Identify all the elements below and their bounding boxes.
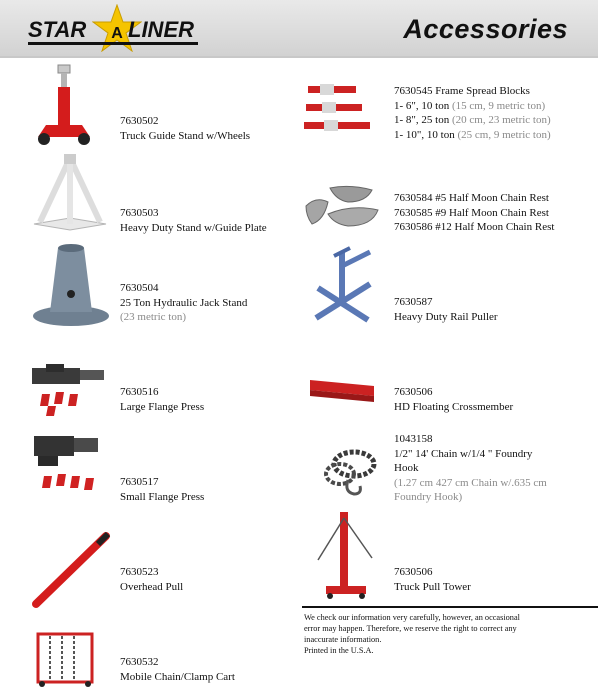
printed-in: Printed in the U.S.A. — [304, 646, 374, 655]
item-name: HD Floating Crossmember — [394, 400, 514, 413]
item-7630506-crossmember — [394, 385, 513, 414]
item-1043158 — [394, 432, 547, 505]
item-code: 7630504 — [120, 282, 159, 294]
frame-spread-blocks-text — [394, 84, 551, 142]
item-name: Truck Guide Stand w/Wheels — [120, 129, 251, 142]
item-name: Mobile Chain/Clamp Cart — [120, 670, 235, 683]
overhead-pull-image — [28, 520, 112, 610]
chain-clamp-cart-image — [34, 630, 96, 688]
item-code: 7630502 — [120, 115, 159, 127]
logo-text-left: STAR — [28, 17, 87, 42]
hydraulic-jack-stand-image — [30, 240, 112, 328]
item-code: 7630587 — [394, 296, 433, 308]
item-7630516 — [120, 385, 204, 414]
truck-guide-stand-image — [34, 63, 96, 147]
frame-spread-blocks-image — [300, 78, 378, 140]
item-7630506-tower — [394, 565, 471, 594]
item-code: 7630516 — [120, 386, 159, 398]
item-name-line1: 1/2" 14' Chain w/1/4 " Foundry — [394, 447, 533, 460]
disclaimer-line-2: error may happen. Therefore, we reserve the right to correct any — [304, 624, 517, 633]
page-title: Accessories — [403, 14, 568, 44]
item-metric-line1: (1.27 cm 427 cm Chain w/.635 cm — [394, 476, 547, 489]
footer-divider — [302, 606, 598, 608]
item-7630503 — [120, 206, 267, 235]
item-title: 7630545 Frame Spread Blocks — [394, 85, 530, 97]
chain-rest-5: 7630584 #5 Half Moon Chain Rest — [394, 192, 549, 204]
item-7630517 — [120, 475, 204, 504]
item-name: Heavy Duty Stand w/Guide Plate — [120, 221, 267, 234]
disclaimer — [304, 612, 594, 656]
spread-size: 1- 6", 10 ton — [394, 99, 450, 112]
item-name-line2: Hook — [394, 462, 419, 474]
starliner-logo — [28, 4, 204, 52]
logo-text-right: LINER — [128, 17, 194, 42]
spread-line-1 — [394, 99, 551, 114]
spread-line-2 — [394, 113, 551, 128]
item-code: 7630523 — [120, 566, 159, 578]
item-name: 25 Ton Hydraulic Jack Stand — [120, 296, 248, 309]
item-name: Truck Pull Tower — [394, 580, 471, 593]
item-name: Heavy Duty Rail Puller — [394, 310, 498, 323]
item-code: 7630506 — [394, 566, 433, 578]
chain-hook-image — [314, 444, 384, 500]
spread-line-3 — [394, 128, 551, 143]
item-name: Overhead Pull — [120, 580, 184, 593]
item-name: Large Flange Press — [120, 400, 205, 413]
heavy-duty-stand-image — [30, 152, 110, 232]
rail-puller-image — [308, 244, 378, 324]
disclaimer-line-3: inaccurate information. — [304, 635, 382, 644]
half-moon-chain-rest-image — [302, 180, 384, 236]
chain-rests-text — [394, 191, 554, 235]
item-code: 7630503 — [120, 207, 159, 219]
spread-metric: (20 cm, 23 metric ton) — [451, 114, 551, 126]
item-7630532 — [120, 655, 235, 684]
page-header — [0, 0, 598, 58]
item-code: 1043158 — [394, 433, 433, 445]
svg-text:A: A — [111, 25, 123, 42]
item-7630523 — [120, 565, 183, 594]
crossmember-image — [304, 372, 380, 408]
spread-metric: (15 cm, 9 metric ton) — [451, 99, 546, 112]
disclaimer-line-1: We check our information very carefully, however, an occasional — [304, 613, 520, 622]
large-flange-press-image — [28, 360, 108, 418]
logo-underline — [28, 42, 198, 45]
chain-rest-12: 7630586 #12 Half Moon Chain Rest — [394, 221, 555, 233]
item-name: Small Flange Press — [120, 490, 205, 503]
item-code: 7630517 — [120, 476, 159, 488]
item-code: 7630532 — [120, 656, 159, 668]
item-7630504 — [120, 281, 247, 325]
truck-pull-tower-image — [312, 508, 378, 600]
spread-size: 1- 8", 25 ton — [394, 114, 450, 126]
item-metric: (23 metric ton) — [120, 311, 186, 323]
small-flange-press-image — [28, 428, 108, 500]
item-code: 7630506 — [394, 386, 433, 398]
chain-rest-9: 7630585 #9 Half Moon Chain Rest — [394, 206, 549, 219]
spread-size: 1- 10", 10 ton — [394, 128, 455, 141]
item-7630502 — [120, 114, 250, 143]
spread-metric: (25 cm, 9 metric ton) — [457, 128, 551, 141]
item-metric-line2: Foundry Hook) — [394, 491, 463, 503]
item-7630587 — [394, 295, 498, 324]
